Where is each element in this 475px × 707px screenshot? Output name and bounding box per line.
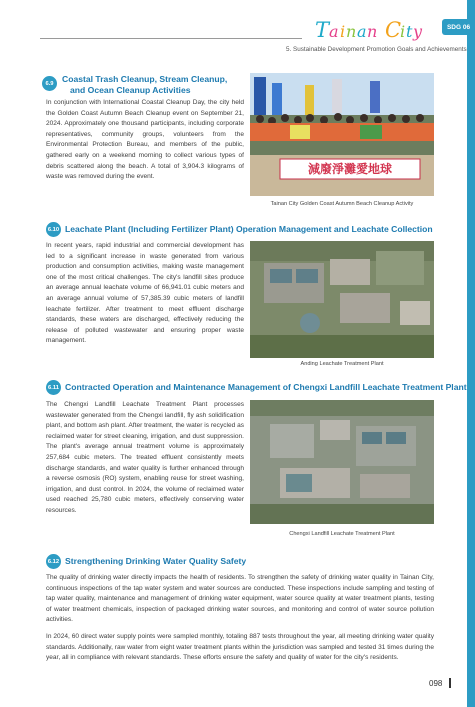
section-body: In 2024, 60 direct water supply points were sampled monthly, totaling 887 tests throughout the year, all meeting drinking water quality standards. Additionally, raw water from eight water treatment plants within the jurisdiction was sampled and tested 31 times during the year, all in compliance with relevant standards. These efforts ensure the safety and quality of water for the city's residents. (46, 633, 434, 662)
svg-text:T: T (315, 18, 330, 42)
svg-text:t: t (406, 22, 413, 41)
section-title-line: and Ocean Cleanup Activities (70, 85, 191, 95)
svg-text:C: C (385, 18, 402, 42)
header-rule (40, 38, 302, 39)
section-badge: 6.12 (46, 554, 61, 569)
section-title (62, 74, 242, 96)
cleanup-banner-text: 減廢淨灘愛地球 (307, 162, 392, 176)
svg-text:a: a (329, 22, 339, 41)
svg-text:a: a (357, 22, 367, 41)
chengxi-plant-photo (250, 400, 434, 524)
chapter-title: 5. Sustainable Development Promotion Goals and Achievements (286, 46, 467, 53)
page-number-divider (449, 678, 451, 688)
section-title: Strengthening Drinking Water Quality Safety (65, 556, 247, 566)
section-body: In conjunction with International Coastal Cleanup Day, the city held the Golden Coast Autumn Beach Cleanup event on September 21, 2024. Approximately one thousand participants, including corporate representatives, community groups, volunteers from the Environmental Protection Bureau, and members of the public, gathered early on a weekend morning to collect various types of debris scattered along the beach. A total of 3,904.3 kilograms of waste was removed during the event. (46, 99, 244, 181)
section-badge: 6.10 (46, 222, 61, 237)
section-title: Leachate Plant (Including Fertilizer Plant) Operation Management and Leachate Collection (65, 224, 433, 234)
section-body: In recent years, rapid industrial and commercial development has led to a significant increase in waste generated from various production and consumption activities, making waste management one of the most critical challenges. The city's landfill sites produce an average annual leachate volume of 66,941.01 cubic meters and an average annual volume of 57,385.39 cubic meters of landfill leachate fertilizer. After treatment to meet effluent discharge standards, these waters are discharged, effectively reducing the release of polluted wastewater and ensuring proper waste management. (46, 242, 244, 345)
svg-text:n: n (346, 22, 357, 41)
beach-cleanup-photo (250, 73, 434, 196)
svg-text:n: n (367, 22, 378, 41)
photo-caption: Anding Leachate Treatment Plant (300, 361, 384, 367)
photo-caption: Tainan City Golden Coast Autumn Beach Cleanup Activity (270, 201, 414, 207)
section-badge: 6.9 (42, 76, 57, 91)
photo-caption: Chengxi Landfill Leachate Treatment Plant (289, 531, 395, 537)
page-number: 098 (429, 679, 443, 688)
svg-text:i: i (340, 22, 346, 41)
section-body: The quality of drinking water directly impacts the health of residents. To strengthen the safety of drinking water quality in Tainan City, continuous inspections of the tap water system and water sources are conducted. These inspections include sampling and testing of tap water quality, maintenance and management of drinking water equipment, water source quality at water treatment plants, testing of water treatment chemicals, inspection of packaged drinking water sources, and monitoring and control of water source pollution activities. (46, 574, 434, 624)
sdg-tab: SDG 06 (442, 19, 475, 35)
section-title-line: Coastal Trash Cleanup, Stream Cleanup, (62, 74, 228, 84)
anding-plant-photo (250, 241, 434, 358)
section-badge: 6.11 (46, 380, 61, 395)
page-edge-bar (467, 0, 475, 707)
section-body: The Chengxi Landfill Leachate Treatment Plant processes wastewater generated from the Chengxi landfill, fly ash solidification plant, and bottom ash plant. After treatment, the water is recycled as reclaimed water for street cleaning, irrigation, and dust suppression. The plant's average annual treatment volume is approximately 257,684 cubic meters. The treated effluent consistently meets discharge standards, and water quality is further enhanced through a reverse osmosis (RO) system, enabling reuse for street washing, irrigation, and dust control. In 2024, the volume of reclaimed water used reached 25,780 cubic meters, effectively conserving water resources. (46, 401, 244, 514)
svg-text:i: i (400, 22, 406, 41)
section-title: Contracted Operation and Maintenance Management of Chengxi Landfill Leachate Treatment Plant (65, 382, 467, 392)
tainan-city-logo (315, 15, 433, 45)
svg-text:y: y (413, 22, 423, 41)
